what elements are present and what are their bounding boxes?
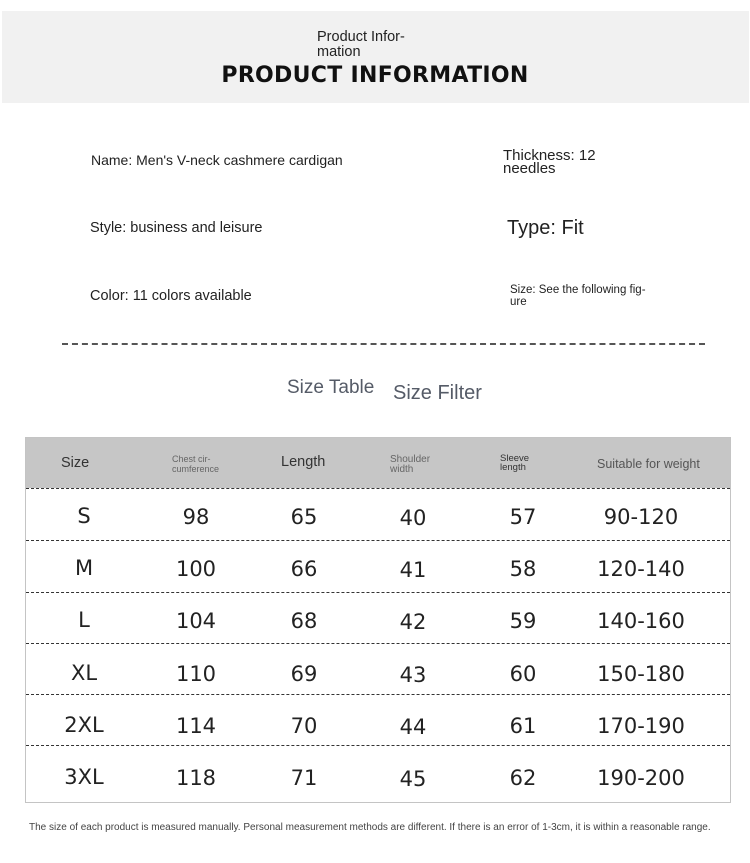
header-sleeve-line1: Sleeve	[500, 453, 530, 464]
measurement-note: The size of each product is measured manually. Personal measurement methods are different. If there is an error of 1-3cm, it is within a reasonable range.	[29, 822, 711, 833]
row-divider	[26, 694, 730, 695]
header-chest	[172, 454, 219, 474]
info-thickness	[503, 149, 596, 175]
cell-length: 65	[290, 505, 318, 529]
row-divider	[26, 540, 730, 541]
header-sleeve	[500, 454, 529, 472]
cell-chest: 110	[175, 662, 217, 686]
row-divider	[26, 643, 730, 644]
cell-sleeve: 62	[509, 766, 537, 790]
cell-sleeve: 57	[509, 505, 537, 529]
cell-weight: 120-140	[597, 557, 685, 581]
cell-weight: 170-190	[597, 714, 685, 738]
header-length: Length	[281, 454, 326, 470]
cell-sleeve: 60	[509, 662, 537, 686]
header-sleeve-line2: length	[500, 462, 526, 473]
cell-chest: 114	[175, 714, 217, 738]
header-small-title	[317, 30, 437, 60]
cell-shoulder: 44	[399, 715, 427, 739]
cell-sleeve: 59	[509, 609, 537, 633]
cell-length: 68	[290, 609, 318, 633]
size-table-label: Size Table	[287, 377, 375, 398]
table-header	[26, 438, 730, 488]
cell-size: S	[77, 504, 91, 528]
cell-shoulder: 43	[399, 663, 427, 687]
info-size	[510, 284, 646, 308]
size-filter-label: Size Filter	[393, 382, 482, 404]
cell-weight: 150-180	[597, 662, 685, 686]
info-thickness-line2: needles	[503, 160, 556, 177]
header-chest-line2: cumference	[172, 464, 220, 474]
header-chest-line1: Chest cir-	[172, 454, 211, 464]
cell-shoulder: 45	[399, 767, 427, 791]
cell-weight: 140-160	[597, 609, 685, 633]
cell-length: 66	[290, 557, 318, 581]
cell-weight: 90-120	[603, 505, 679, 529]
header-small-title-line2: mation	[317, 44, 361, 60]
header-shoulder	[390, 455, 430, 475]
cell-shoulder: 41	[399, 558, 427, 582]
header-shoulder-line1: Shoulder	[390, 454, 431, 465]
info-style: Style: business and leisure	[90, 220, 263, 236]
header-weight: Suitable for weight	[597, 457, 700, 471]
cell-size: M	[74, 556, 94, 580]
page-title: PRODUCT INFORMATION	[221, 63, 529, 88]
cell-length: 69	[290, 662, 318, 686]
cell-chest: 98	[182, 505, 210, 529]
cell-size: 2XL	[64, 713, 104, 737]
cell-size: L	[78, 608, 90, 632]
header-small-title-line1: Product Infor-	[317, 29, 405, 45]
cell-sleeve: 58	[509, 557, 537, 581]
cell-shoulder: 40	[399, 506, 427, 530]
cell-size: 3XL	[64, 765, 104, 789]
cell-shoulder: 42	[399, 610, 427, 634]
cell-weight: 190-200	[597, 766, 685, 790]
cell-chest: 100	[175, 557, 217, 581]
row-divider	[26, 592, 730, 593]
info-size-line1: Size: See the following fig-	[510, 284, 646, 296]
cell-chest: 118	[175, 766, 217, 790]
row-divider	[26, 745, 730, 746]
row-divider	[26, 488, 730, 489]
info-name: Name: Men's V-neck cashmere cardigan	[91, 152, 343, 168]
cell-chest: 104	[175, 609, 217, 633]
cell-size: XL	[70, 661, 98, 685]
section-divider	[62, 343, 705, 345]
header-shoulder-line2: width	[390, 464, 414, 475]
cell-length: 70	[290, 714, 318, 738]
size-table	[25, 437, 731, 803]
cell-sleeve: 61	[509, 714, 537, 738]
header-size: Size	[61, 455, 90, 471]
info-color: Color: 11 colors available	[90, 288, 252, 304]
info-type: Type: Fit	[507, 217, 584, 239]
info-thickness-line1: Thickness: 12	[503, 147, 596, 164]
cell-length: 71	[290, 766, 318, 790]
info-size-line2: ure	[510, 296, 527, 308]
